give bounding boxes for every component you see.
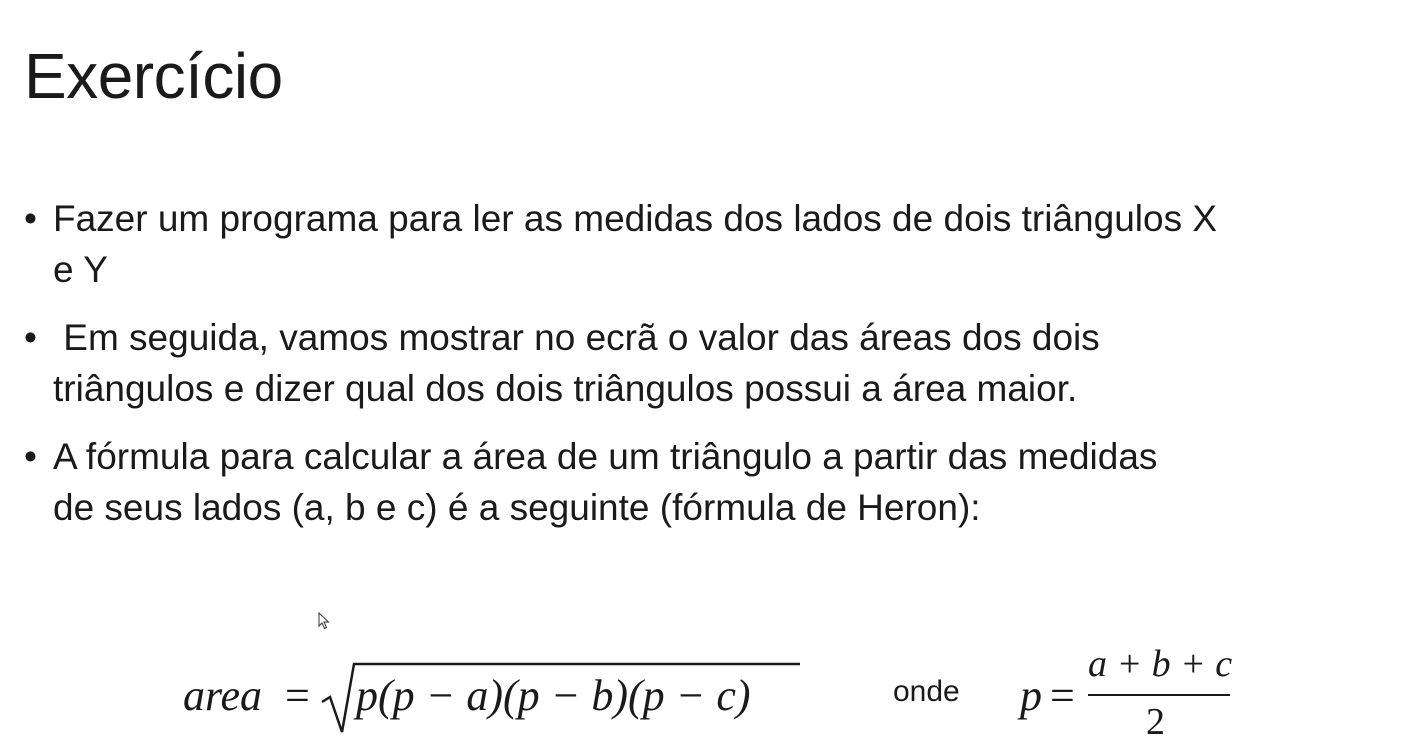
formula-radicand: p(p − a)(p − b)(p − c) [356, 671, 751, 720]
formula-p: p [1020, 671, 1042, 720]
fraction-bar [0, 640, 1411, 754]
bullet-line: triângulos e dizer qual dos dois triângulos possui a área maior. [53, 368, 1078, 409]
bullet-line: Em seguida, vamos mostrar no ecrã o valor das áreas dos dois [53, 317, 1100, 358]
heron-formula [0, 640, 1411, 754]
formula-lhs: area [183, 671, 263, 720]
fraction-denominator: 2 [1146, 701, 1165, 743]
formula-equals: = [285, 671, 310, 720]
formula-p-equals: = [1050, 671, 1075, 720]
bullet-marker: • [24, 317, 37, 358]
bullet-marker: • [24, 436, 37, 477]
slide-title: Exercício [24, 40, 283, 112]
bullet-line: e Y [53, 249, 108, 290]
fraction-numerator: a + b + c [1088, 643, 1233, 685]
bullet-item [22, 193, 1407, 295]
mouse-pointer-icon [318, 612, 330, 630]
formula-connector: onde [893, 675, 960, 708]
bullet-line: de seus lados (a, b e c) é a seguinte (fórmula de Heron): [53, 487, 981, 528]
bullet-list [22, 193, 1407, 550]
bullet-marker: • [24, 198, 37, 239]
bullet-item [22, 431, 1407, 533]
bullet-item [22, 312, 1407, 414]
bullet-line: Fazer um programa para ler as medidas dos lados de dois triângulos X [53, 198, 1218, 239]
bullet-line: A fórmula para calcular a área de um triângulo a partir das medidas [53, 436, 1158, 477]
